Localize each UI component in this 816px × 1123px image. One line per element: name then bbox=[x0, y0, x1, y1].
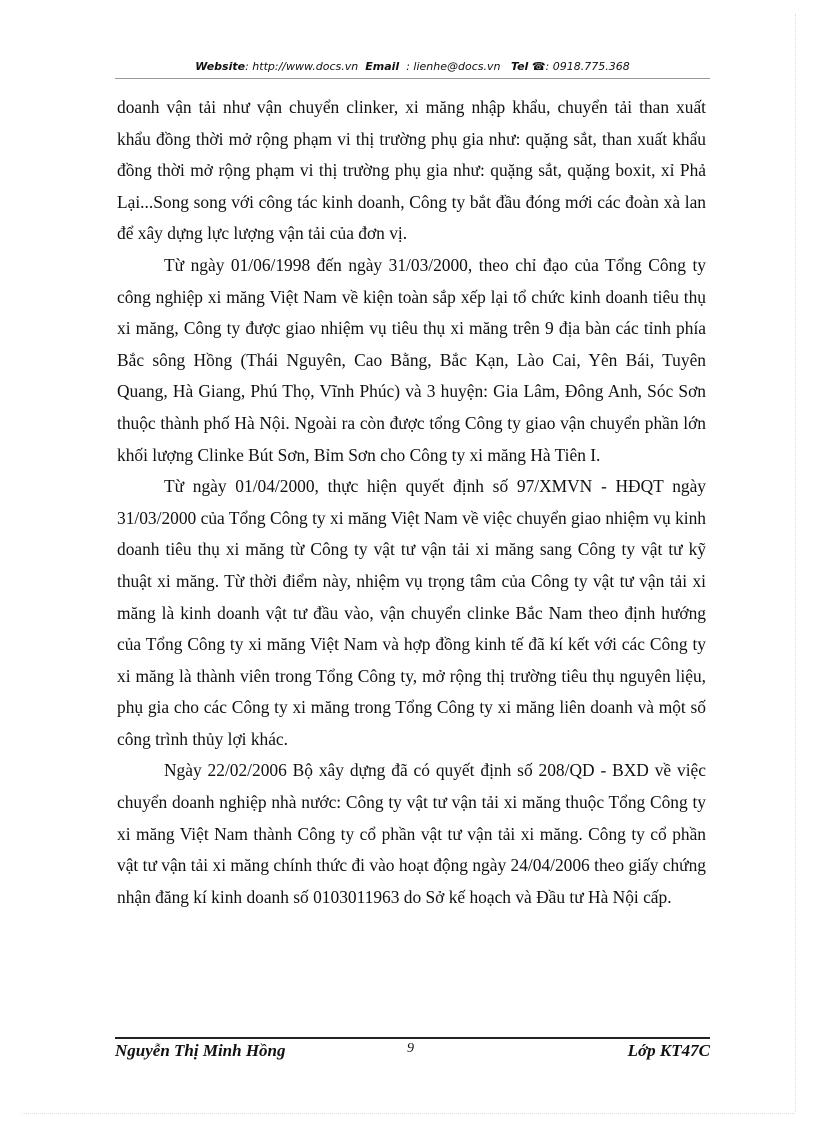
page-border-right bbox=[795, 14, 796, 1112]
document-body bbox=[117, 92, 706, 913]
paragraph-1: doanh vận tải như vận chuyển clinker, xi măng nhập khẩu, chuyển tải than xuất khẩu đồng thời mở rộng phạm vi thị trường phụ gia như: quặng sắt, than xuất khẩu đồng thời mở rộng phạm vi thị trường phụ gia như: quặng sắt, quặng boxit, xỉ Phả Lại...Song song với công tác kinh doanh, Công ty bắt đầu đóng mới các đoàn xà lan để xây dựng lực lượng vận tải của đơn vị. bbox=[117, 97, 706, 244]
email-address: : lienhe@docs.vn bbox=[406, 60, 501, 73]
website-url: : http://www.docs.vn bbox=[245, 60, 359, 73]
paragraph-4: Ngày 22/02/2006 Bộ xây dựng đã có quyết định số 208/QD - BXD về việc chuyển doanh nghiệp nhà nước: Công ty vật tư vận tải xi măng thuộc Tổng Công ty xi măng Việt Nam thành Công ty cổ phần vật tư vận tải xi măng. Công ty cổ phần vật tư vận tải xi măng chính thức đi vào hoạt động ngày 24/04/2006 theo giấy chứng nhận đăng kí kinh doanh số 0103011963 do Sở kế hoạch và Đầu tư Hà Nội cấp. bbox=[117, 760, 706, 907]
footer-author: Nguyễn Thị Minh Hồng bbox=[115, 1041, 286, 1060]
page-border-bottom bbox=[22, 1113, 795, 1114]
phone-icon: ☎ bbox=[531, 60, 546, 73]
paragraph-2: Từ ngày 01/06/1998 đến ngày 31/03/2000, theo chỉ đạo của Tổng Công ty công nghiệp xi măng Việt Nam về kiện toàn sắp xếp lại tổ chức kinh doanh tiêu thụ xi măng, Công ty được giao nhiệm vụ tiêu thụ xi măng trên 9 địa bàn các tỉnh phía Bắc sông Hồng (Thái Nguyên, Cao Bằng, Bắc Kạn, Lào Cai, Yên Bái, Tuyên Quang, Hà Giang, Phú Thọ, Vĩnh Phúc) và 3 huyện: Gia Lâm, Đông Anh, Sóc Sơn thuộc thành phố Hà Nội. Ngoài ra còn được tổng Công ty giao vận chuyển phần lớn khối lượng Clinke Bút Sơn, Bỉm Sơn cho Công ty xi măng Hà Tiên I. bbox=[117, 254, 706, 465]
page-number: 9 bbox=[407, 1041, 414, 1056]
header-divider bbox=[115, 78, 710, 79]
footer-divider bbox=[115, 1037, 710, 1039]
website-label: Website bbox=[195, 60, 246, 73]
email-label: Email bbox=[365, 60, 400, 73]
phone-number: : 0918.775.368 bbox=[545, 60, 630, 73]
page-header bbox=[115, 60, 710, 73]
tel-label: Tel bbox=[510, 60, 529, 73]
footer-class: Lớp KT47C bbox=[627, 1041, 710, 1060]
page-footer bbox=[115, 1041, 710, 1065]
paragraph-3: Từ ngày 01/04/2000, thực hiện quyết định số 97/XMVN - HĐQT ngày 31/03/2000 của Tổng Công ty xi măng Việt Nam về việc chuyển giao nhiệm vụ kinh doanh tiêu thụ xi măng từ Công ty vật tư vận tải xi măng sang Công ty vật tư kỹ thuật xi măng. Từ thời điểm này, nhiệm vụ trọng tâm của Công ty vật tư vận tải xi măng là kinh doanh vật tư đầu vào, vận chuyển clinke Bắc Nam theo định hướng của Tổng Công ty xi măng Việt Nam và hợp đồng kinh tế đã kí kết với các Công ty xi măng là thành viên trong Tổng Công ty, mở rộng thị trường tiêu thụ nguyên liệu, phụ gia cho các Công ty xi măng trong Tổng Công ty xi măng liên doanh và một số công trình thủy lợi khác. bbox=[117, 476, 706, 749]
